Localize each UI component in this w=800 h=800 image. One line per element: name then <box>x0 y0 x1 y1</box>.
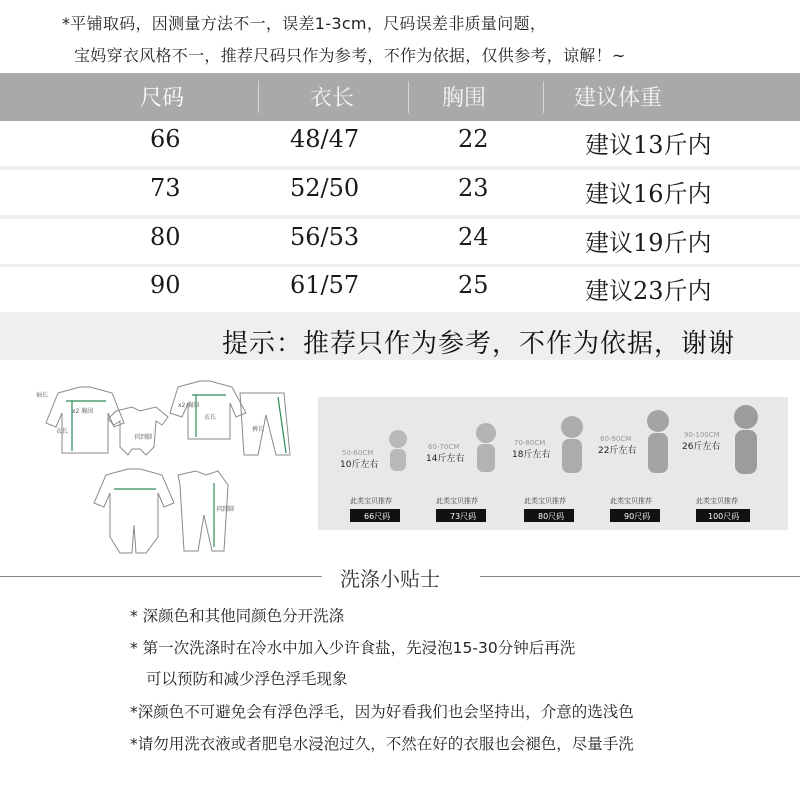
growth-recommend: 此类宝贝推荐 <box>524 497 566 505</box>
diagram-label: x2 胸围 <box>72 408 94 415</box>
header-chest: 胸围 <box>442 86 487 111</box>
section-divider <box>0 576 322 577</box>
baby-silhouette-icon <box>390 449 406 471</box>
growth-recommend: 此类宝贝推荐 <box>696 497 738 505</box>
growth-item <box>598 410 669 522</box>
cell-length: 52/50 <box>290 174 360 202</box>
cell-chest: 23 <box>458 174 489 202</box>
header-weight: 建议体重 <box>574 86 663 111</box>
growth-item <box>426 423 496 522</box>
wash-tip: *请勿用洗衣液或者肥皂水浸泡过久，不然在好的衣服也会褪色，尽量手洗 <box>130 735 634 753</box>
diagram-label: 裤长 <box>252 426 265 433</box>
growth-item <box>512 416 583 522</box>
growth-recommend: 此类宝贝推荐 <box>610 497 652 505</box>
growth-weight: 10斤左右 <box>340 460 379 470</box>
cell-size: 73 <box>150 174 181 202</box>
cell-weight: 建议16斤内 <box>585 180 712 208</box>
size-badge-label: 100尺码 <box>708 512 740 521</box>
section-divider <box>480 576 800 577</box>
growth-weight: 22斤左右 <box>598 446 637 456</box>
cell-size: 66 <box>150 125 181 153</box>
size-badge-label: 90尺码 <box>624 512 651 521</box>
size-recommendation-chart <box>318 397 788 530</box>
notice-line-1: *平铺取码，因测量方法不一，误差1-3cm，尺码误差非质量问题， <box>62 14 547 33</box>
growth-height: 80-90CM <box>600 435 632 443</box>
header-divider <box>543 81 544 113</box>
hint-text: 提示：推荐只作为参考，不作为依据，谢谢 <box>222 329 736 359</box>
wash-tip: 可以预防和减少浮色浮毛现象 <box>146 670 348 688</box>
growth-weight: 14斤左右 <box>426 454 465 464</box>
cell-length: 56/53 <box>290 223 360 251</box>
cell-weight: 建议19斤内 <box>585 229 712 257</box>
diagram-label: 裆到脚 <box>216 506 235 513</box>
table-row <box>0 121 800 166</box>
baby-silhouette-icon <box>389 430 407 448</box>
growth-height: 70-80CM <box>514 439 546 447</box>
header-divider <box>258 81 259 113</box>
growth-height: 90-100CM <box>684 431 720 439</box>
cell-length: 61/57 <box>290 271 360 299</box>
growth-weight: 18斤左右 <box>512 450 551 460</box>
table-row <box>0 267 800 312</box>
growth-recommend: 此类宝贝推荐 <box>436 497 478 505</box>
garment-measurement-diagram <box>28 375 298 560</box>
table-row <box>0 219 800 264</box>
diagram-label: 袖长 <box>36 392 49 399</box>
header-divider <box>408 81 409 113</box>
baby-silhouette-icon <box>477 444 495 472</box>
baby-silhouette-icon <box>562 439 582 473</box>
growth-item <box>340 430 407 522</box>
diagram-label: 衣长 <box>56 428 69 435</box>
growth-height: 60-70CM <box>428 443 460 451</box>
size-table <box>0 73 800 360</box>
diagram-label: 衣长 <box>204 414 217 421</box>
cell-chest: 22 <box>458 125 489 153</box>
cell-size: 80 <box>150 223 181 251</box>
wash-tips-title: 洗涤小贴士 <box>340 567 440 591</box>
table-header <box>0 73 800 121</box>
cell-chest: 25 <box>458 271 489 299</box>
baby-silhouette-icon <box>476 423 496 443</box>
notice-line-2: 宝妈穿衣风格不一，推荐尺码只作为参考，不作为依据，仅供参考，谅解！~ <box>74 46 626 65</box>
cell-weight: 建议13斤内 <box>585 131 712 159</box>
cell-chest: 24 <box>458 223 489 251</box>
cell-weight: 建议23斤内 <box>585 277 712 305</box>
header-size: 尺码 <box>140 86 185 111</box>
header-length: 衣长 <box>310 86 355 111</box>
table-row <box>0 170 800 215</box>
diagram-label: 裆到脚 <box>134 434 153 441</box>
wash-tip: *深颜色不可避免会有浮色浮毛，因为好看我们也会坚持出，介意的选浅色 <box>130 703 634 721</box>
growth-height: 50-60CM <box>342 449 374 457</box>
wash-tip: * 深颜色和其他同颜色分开洗涤 <box>130 607 345 625</box>
growth-item <box>682 405 758 522</box>
baby-silhouette-icon <box>648 433 668 473</box>
baby-silhouette-icon <box>561 416 583 438</box>
cell-length: 48/47 <box>290 125 360 153</box>
growth-recommend: 此类宝贝推荐 <box>350 497 392 505</box>
size-badge-label: 80尺码 <box>538 512 565 521</box>
size-badge-label: 66尺码 <box>364 512 391 521</box>
baby-silhouette-icon <box>735 430 757 474</box>
cell-size: 90 <box>150 271 181 299</box>
growth-weight: 26斤左右 <box>682 442 721 452</box>
size-badge-label: 73尺码 <box>450 512 477 521</box>
baby-silhouette-icon <box>734 405 758 429</box>
diagram-label: x2 胸围 <box>178 402 200 409</box>
baby-silhouette-icon <box>647 410 669 432</box>
wash-tip: * 第一次洗涤时在冷水中加入少许食盐，先浸泡15-30分钟后再洗 <box>130 639 576 657</box>
